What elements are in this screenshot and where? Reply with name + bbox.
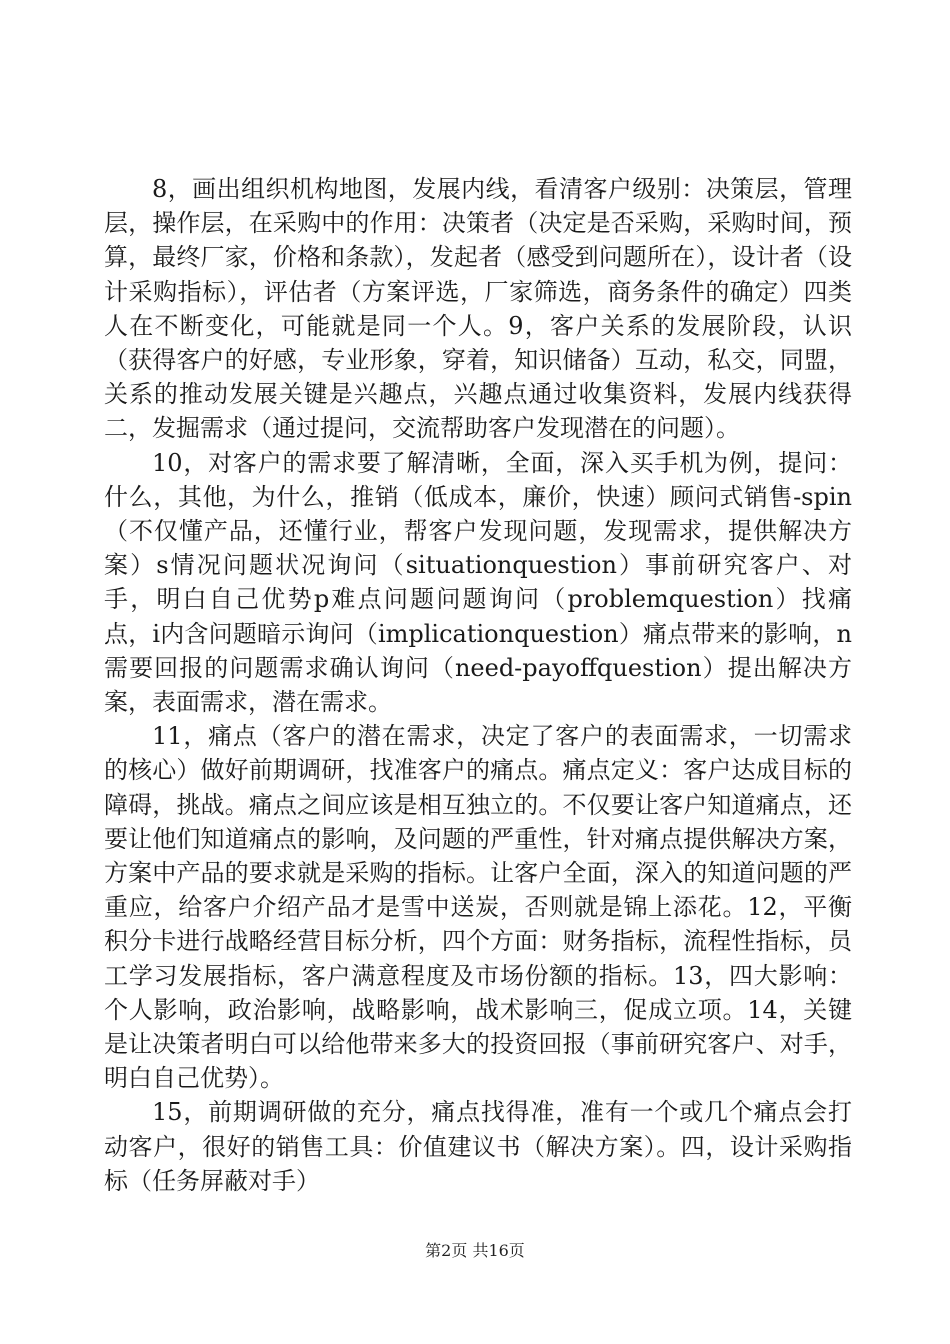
page-number-footer: 第2页 共16页 <box>425 1241 525 1260</box>
paragraph-15: 15，前期调研做的充分，痛点找得准，准有一个或几个痛点会打动客户，很好的销售工具：价值建议书（解决方案）。四，设计采购指标（任务屏蔽对手） <box>104 1098 852 1195</box>
paragraph-10: 10，对客户的需求要了解清晰，全面，深入买手机为例，提问：什么，其他，为什么，推销（低成本，廉价，快速）顾问式销售-spin（不仅懂产品，还懂行业，帮客户发现问题，发现需求，提供解决方案）s情况问题状况询问（situationquestion）事前研究客户、对手，明白自己优势p难点问题问题询问（problemquestion）找痛点，i内含问题暗示询问（implicationquestion）痛点带来的影响，n需要回报的问题需求确认询问（need-payoffquestion）提出解决方案，表面需求，潜在需求。 <box>104 448 852 717</box>
paragraph-8-9: 8，画出组织机构地图，发展内线，看清客户级别：决策层，管理层，操作层，在采购中的作用：决策者（决定是否采购，采购时间，预算，最终厂家，价格和条款），发起者（感受到问题所在），设计者（设计采购指标），评估者（方案评选，厂家筛选，商务条件的确定）四类人在不断变化，可能就是同一个人。9，客户关系的发展阶段，认识（获得客户的好感，专业形象，穿着，知识储备）互动，私交，同盟，关系的推动发展关键是兴趣点，兴趣点通过收集资料，发展内线获得二，发掘需求（通过提问，交流帮助客户发现潜在的问题）。 <box>104 175 852 443</box>
paragraph-11-14: 11，痛点（客户的潜在需求，决定了客户的表面需求，一切需求的核心）做好前期调研，找准客户的痛点。痛点定义：客户达成目标的障碍，挑战。痛点之间应该是相互独立的。不仅要让客户知道痛点，还要让他们知道痛点的影响，及问题的严重性，针对痛点提供解决方案，方案中产品的要求就是采购的指标。让客户全面，深入的知道问题的严重应，给客户介绍产品才是雪中送炭，否则就是锦上添花。12，平衡积分卡进行战略经营目标分析，四个方面：财务指标，流程性指标，员工学习发展指标，客户满意程度及市场份额的指标。13，四大影响：个人影响，政治影响，战略影响，战术影响三，促成立项。14，关键是让决策者明白可以给他带来多大的投资回报（事前研究客户、对手，明白自己优势）。 <box>104 722 852 1093</box>
document-body <box>104 172 852 1198</box>
